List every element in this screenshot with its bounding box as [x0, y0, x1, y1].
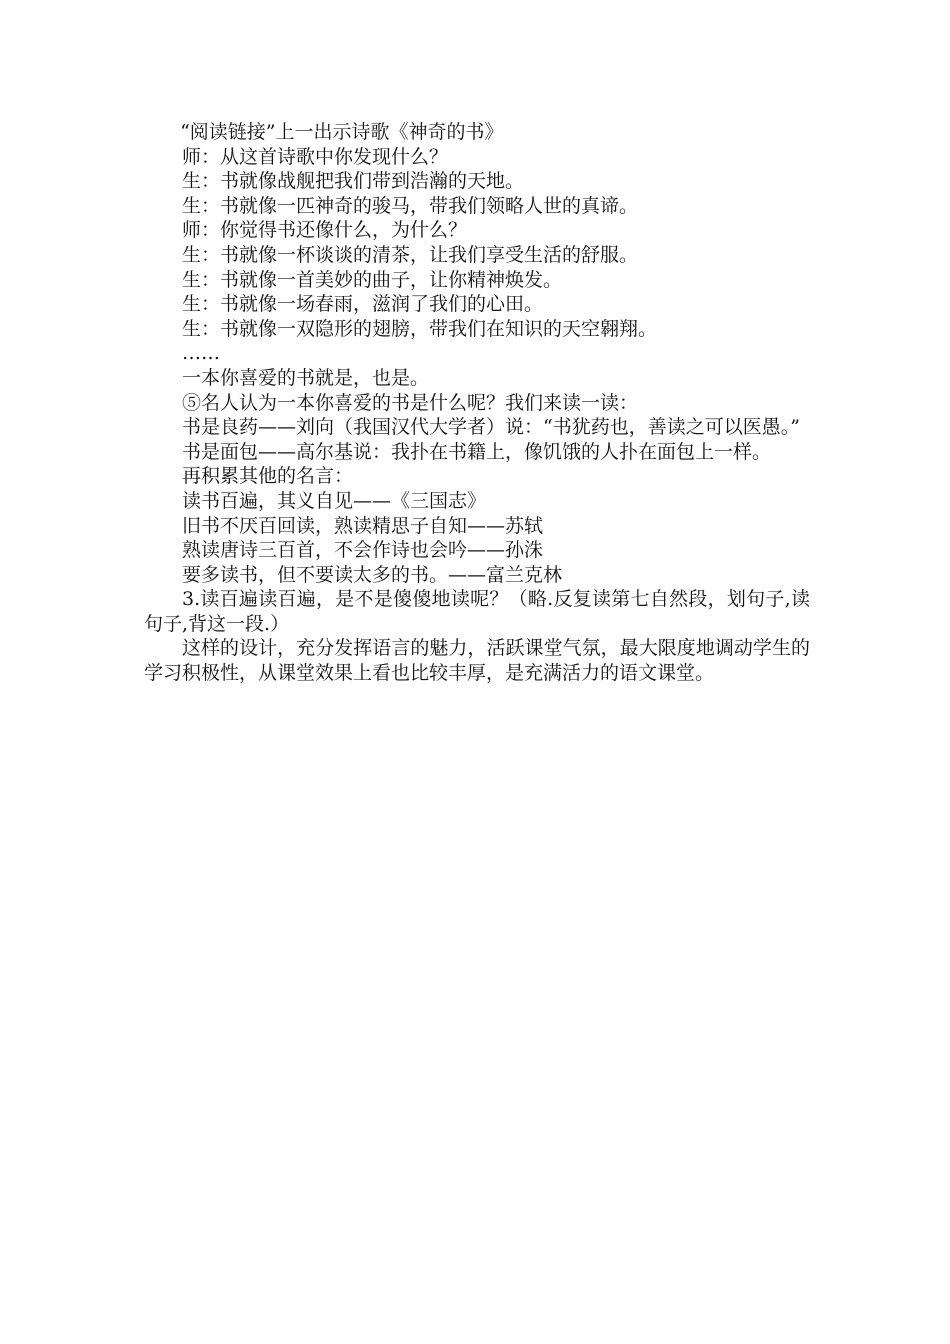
reading-step-paragraph: 3.读百遍读百遍，是不是傻傻地读呢？（略.反复读第七自然段，划句子,读句子,背这一段.） [144, 588, 810, 635]
saying-line: 熟读唐诗三百首，不会作诗也会吟——孙洙 [182, 539, 544, 562]
accumulate-heading: 再积累其他的名言： [182, 465, 354, 488]
dialogue-line: 生：书就像一匹神奇的骏马，带我们领略人世的真谛。 [182, 194, 639, 217]
quote-paragraph: 书是良药——刘向（我国汉代大学者）说：“书犹药也，善读之可以医愚。” [182, 416, 800, 439]
famous-people-prompt: ⑤名人认为一本你喜爱的书是什么呢？我们来读一读： [182, 391, 639, 414]
document-body [144, 120, 810, 686]
dialogue-line: 生：书就像战舰把我们带到浩瀚的天地。 [182, 170, 525, 193]
poem-link-heading: “阅读链接”上一出示诗歌《神奇的书》 [180, 121, 504, 143]
saying-line: 要多读书，但不要读太多的书。——富兰克林 [182, 563, 563, 586]
saying-line: 旧书不厌百回读，熟读精思子自知——苏轼 [182, 514, 544, 537]
saying-line: 读书百遍，其义自见——《三国志》 [182, 489, 487, 512]
quote-paragraph: 书是面包——高尔基说：我扑在书籍上，像饥饿的人扑在面包上一样。 [182, 440, 772, 463]
fill-in-line: 一本你喜爱的书就是，也是。 [182, 366, 430, 389]
dialogue-line: 生：书就像一双隐形的翅膀，带我们在知识的天空翱翔。 [182, 317, 658, 340]
dialogue-line: 生：书就像一首美妙的曲子，让你精神焕发。 [182, 268, 563, 291]
dialogue-line: 生：书就像一杯谈谈的清茶，让我们享受生活的舒服。 [182, 243, 639, 266]
summary-paragraph: 这样的设计，充分发挥语言的魅力，活跃课堂气氛，最大限度地调动学生的学习积极性，从课堂效果上看也比较丰厚，是充满活力的语文课堂。 [144, 637, 810, 685]
dialogue-line: 生：书就像一场春雨，滋润了我们的心田。 [182, 293, 544, 316]
ellipsis-line: …… [182, 342, 220, 365]
dialogue-line: 师：从这首诗歌中你发现什么？ [182, 145, 449, 168]
dialogue-line: 师：你觉得书还像什么，为什么？ [182, 219, 468, 242]
